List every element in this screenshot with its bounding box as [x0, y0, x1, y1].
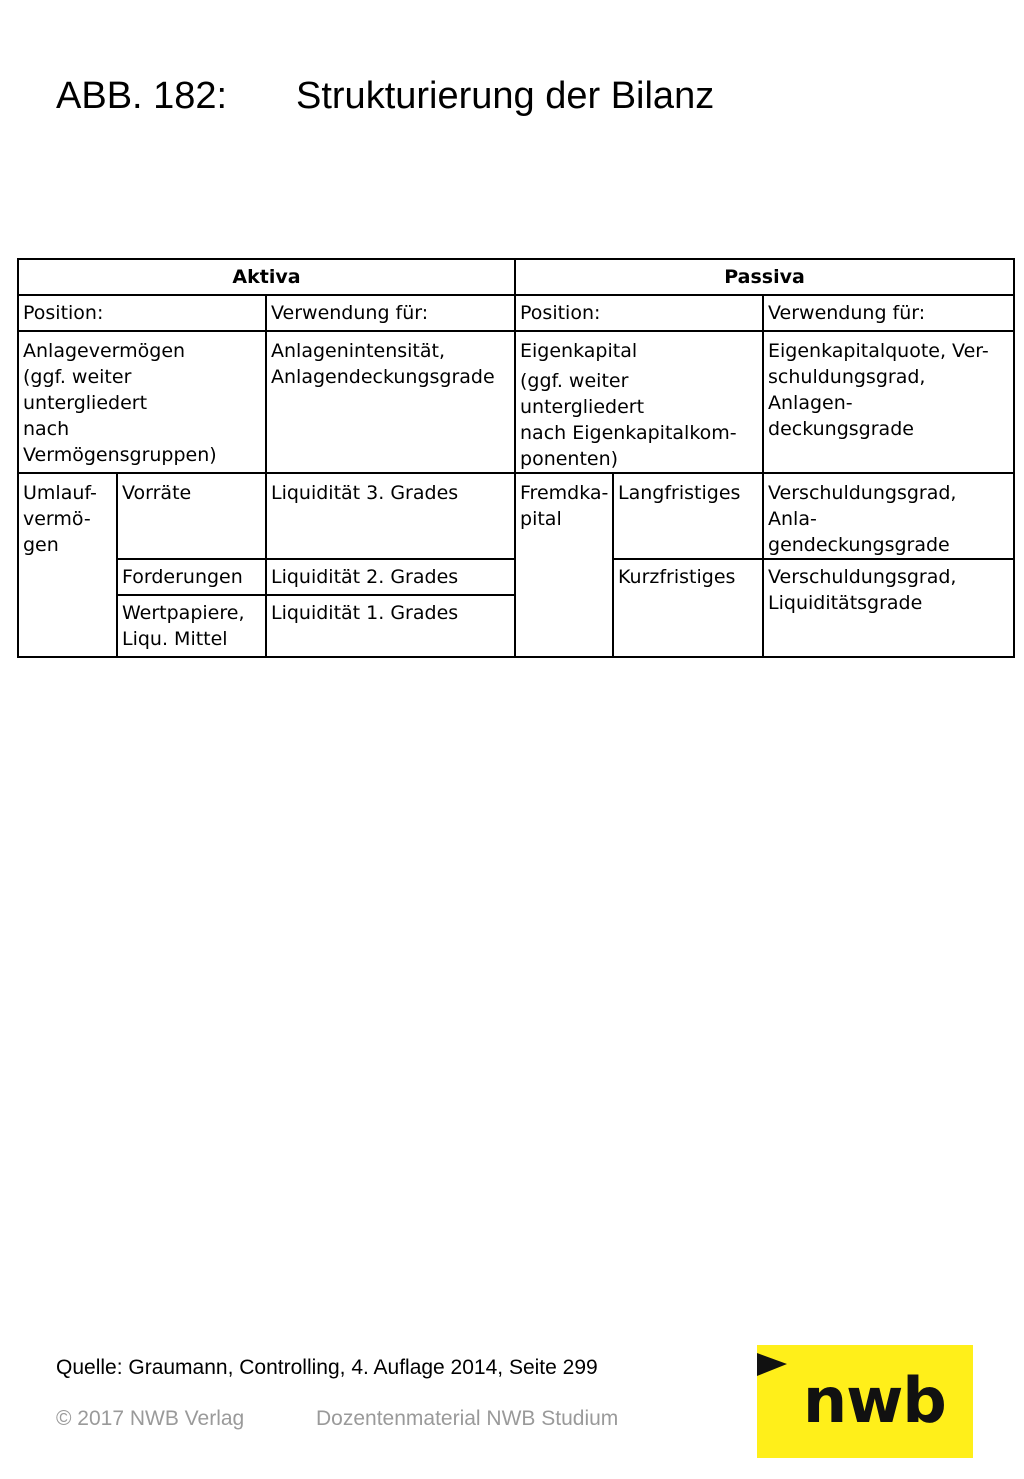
aktiva-use-header: Verwendung für:	[266, 295, 515, 331]
figure-title: Strukturierung der Bilanz	[296, 75, 715, 117]
balance-structure-table	[17, 258, 1015, 658]
aktiva-header: Aktiva	[18, 259, 515, 295]
vorraete-use-cell: Liquidität 3. Grades	[266, 473, 515, 559]
nwb-logo	[757, 1345, 973, 1458]
logo-text: nwb	[803, 1364, 946, 1437]
anlagevermoegen-use-cell: Anlagenintensität, Anlagendeckungsgrade	[266, 331, 515, 473]
passiva-header: Passiva	[515, 259, 1014, 295]
arrow-icon	[757, 1345, 797, 1385]
passiva-position-header: Position:	[515, 295, 763, 331]
forderungen-cell: Forderungen	[117, 559, 266, 595]
passiva-use-header: Verwendung für:	[763, 295, 1014, 331]
umlaufvermoegen-cell: Umlauf- vermö- gen	[18, 473, 117, 657]
wertpapiere-cell: Wertpapiere, Liqu. Mittel	[117, 595, 266, 657]
langfristiges-cell: Langfristiges	[613, 473, 763, 559]
vorraete-cell: Vorräte	[117, 473, 266, 559]
langfristiges-use-cell: Verschuldungsgrad, Anla- gendeckungsgrade	[763, 473, 1014, 559]
footer-label: Dozentenmaterial NWB Studium	[316, 1407, 619, 1430]
forderungen-use-cell: Liquidität 2. Grades	[266, 559, 515, 595]
source-citation: Quelle: Graumann, Controlling, 4. Auflage 2014, Seite 299	[56, 1356, 598, 1379]
eigenkapital-note: (ggf. weiter untergliedert nach Eigenkapitalkom- ponenten)	[520, 370, 737, 470]
eigenkapital-use-cell: Eigenkapitalquote, Ver- schuldungsgrad, Anlagen- deckungsgrade	[763, 331, 1014, 473]
kurzfristiges-use-cell: Verschuldungsgrad, Liquiditätsgrade	[763, 559, 1014, 657]
wertpapiere-use-cell: Liquidität 1. Grades	[266, 595, 515, 657]
kurzfristiges-cell: Kurzfristiges	[613, 559, 763, 657]
fremdkapital-cell: Fremdka- pital	[515, 473, 613, 657]
footer	[56, 1405, 618, 1433]
eigenkapital-label: Eigenkapital	[520, 340, 638, 362]
figure-number: ABB. 182:	[56, 75, 228, 117]
copyright: © 2017 NWB Verlag	[56, 1407, 245, 1430]
eigenkapital-cell	[515, 331, 763, 473]
aktiva-position-header: Position:	[18, 295, 266, 331]
page-title	[56, 72, 714, 120]
anlagevermoegen-cell: Anlagevermögen (ggf. weiter untergliedert nach Vermögensgruppen)	[18, 331, 266, 473]
